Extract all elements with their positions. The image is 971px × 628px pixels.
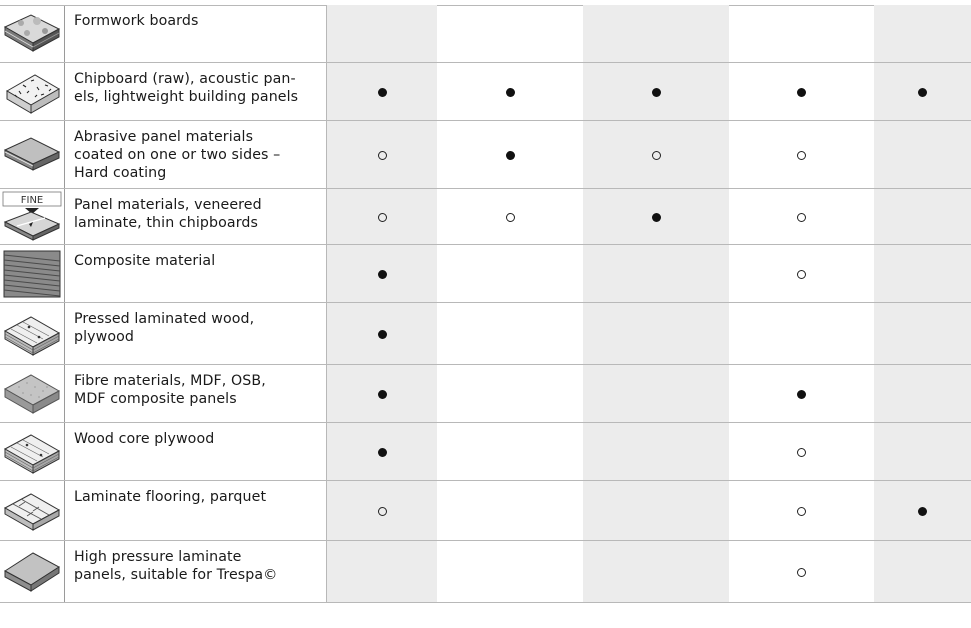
suitability-cell <box>327 303 437 365</box>
table-row <box>0 423 971 481</box>
table-row <box>0 303 971 365</box>
suitability-cell <box>729 245 874 303</box>
table-row <box>0 365 971 423</box>
fine-panel-icon <box>0 189 65 245</box>
suitability-cell <box>437 541 583 603</box>
suitability-cell <box>729 541 874 603</box>
suitability-cell <box>437 121 583 189</box>
material-label: Chipboard (raw), acoustic pan- els, lightweight building panels <box>65 63 327 121</box>
table-row <box>0 63 971 121</box>
suitability-cell <box>874 365 971 423</box>
suitability-cell <box>437 481 583 541</box>
filled-dot-icon <box>378 270 387 279</box>
suitability-cell <box>729 5 874 63</box>
suitability-cell <box>874 423 971 481</box>
suitability-cell <box>729 365 874 423</box>
suitability-cell <box>729 189 874 245</box>
material-label: Laminate flooring, parquet <box>65 481 327 541</box>
suitability-cell <box>874 303 971 365</box>
open-circle-icon <box>797 151 806 160</box>
suitability-cell <box>437 423 583 481</box>
suitability-cell <box>327 63 437 121</box>
filled-dot-icon <box>378 88 387 97</box>
suitability-cell <box>327 189 437 245</box>
wood-core-plywood-icon <box>0 423 65 481</box>
filled-dot-icon <box>506 88 515 97</box>
chipboard-icon <box>0 63 65 121</box>
suitability-cell <box>583 189 729 245</box>
suitability-cell <box>729 121 874 189</box>
suitability-cell <box>327 5 437 63</box>
filled-dot-icon <box>797 88 806 97</box>
suitability-cell <box>729 423 874 481</box>
suitability-cell <box>327 245 437 303</box>
material-label: High pressure laminate panels, suitable for Trespa© <box>65 541 327 603</box>
formwork-boards-icon <box>0 5 65 63</box>
suitability-cell <box>874 121 971 189</box>
suitability-cell <box>583 121 729 189</box>
filled-dot-icon <box>918 507 927 516</box>
composite-material-icon <box>0 245 65 303</box>
open-circle-icon <box>652 151 661 160</box>
table-row <box>0 189 971 245</box>
suitability-cell <box>583 245 729 303</box>
material-label: Formwork boards <box>65 5 327 63</box>
suitability-cell <box>729 63 874 121</box>
table-row <box>0 5 971 63</box>
suitability-cell <box>327 365 437 423</box>
laminate-flooring-icon <box>0 481 65 541</box>
suitability-cell <box>583 303 729 365</box>
open-circle-icon <box>378 151 387 160</box>
open-circle-icon <box>797 507 806 516</box>
suitability-cell <box>874 63 971 121</box>
hpl-panel-icon <box>0 541 65 603</box>
open-circle-icon <box>378 213 387 222</box>
suitability-cell <box>729 481 874 541</box>
plywood-icon <box>0 303 65 365</box>
open-circle-icon <box>506 213 515 222</box>
material-suitability-table <box>0 5 971 603</box>
suitability-cell <box>437 5 583 63</box>
suitability-cell <box>583 5 729 63</box>
table-row <box>0 481 971 541</box>
suitability-cell <box>327 541 437 603</box>
suitability-cell <box>437 63 583 121</box>
suitability-cell <box>327 423 437 481</box>
open-circle-icon <box>378 507 387 516</box>
suitability-cell <box>583 423 729 481</box>
filled-dot-icon <box>918 88 927 97</box>
table-row <box>0 245 971 303</box>
open-circle-icon <box>797 568 806 577</box>
fibre-board-icon <box>0 365 65 423</box>
suitability-cell <box>874 189 971 245</box>
suitability-cell <box>437 245 583 303</box>
filled-dot-icon <box>378 390 387 399</box>
material-label: Wood core plywood <box>65 423 327 481</box>
suitability-cell <box>327 121 437 189</box>
suitability-cell <box>437 189 583 245</box>
coated-panel-icon <box>0 121 65 189</box>
suitability-cell <box>583 541 729 603</box>
material-label: Fibre materials, MDF, OSB, MDF composite panels <box>65 365 327 423</box>
material-label: Abrasive panel materials coated on one or two sides – Hard coating <box>65 121 327 189</box>
suitability-cell <box>437 365 583 423</box>
material-label: Panel materials, veneered laminate, thin chipboards <box>65 189 327 245</box>
suitability-cell <box>437 303 583 365</box>
suitability-cell <box>583 365 729 423</box>
suitability-cell <box>874 541 971 603</box>
fine-label: FINE <box>20 195 44 206</box>
open-circle-icon <box>797 270 806 279</box>
suitability-cell <box>874 481 971 541</box>
suitability-cell <box>327 481 437 541</box>
material-label: Composite material <box>65 245 327 303</box>
material-label: Pressed laminated wood, plywood <box>65 303 327 365</box>
filled-dot-icon <box>652 88 661 97</box>
filled-dot-icon <box>506 151 515 160</box>
table-row <box>0 541 971 603</box>
filled-dot-icon <box>378 330 387 339</box>
suitability-cell <box>729 303 874 365</box>
filled-dot-icon <box>797 390 806 399</box>
suitability-cell <box>874 5 971 63</box>
suitability-cell <box>874 245 971 303</box>
suitability-cell <box>583 63 729 121</box>
open-circle-icon <box>797 213 806 222</box>
filled-dot-icon <box>652 213 661 222</box>
open-circle-icon <box>797 448 806 457</box>
filled-dot-icon <box>378 448 387 457</box>
suitability-cell <box>583 481 729 541</box>
table-row <box>0 121 971 189</box>
